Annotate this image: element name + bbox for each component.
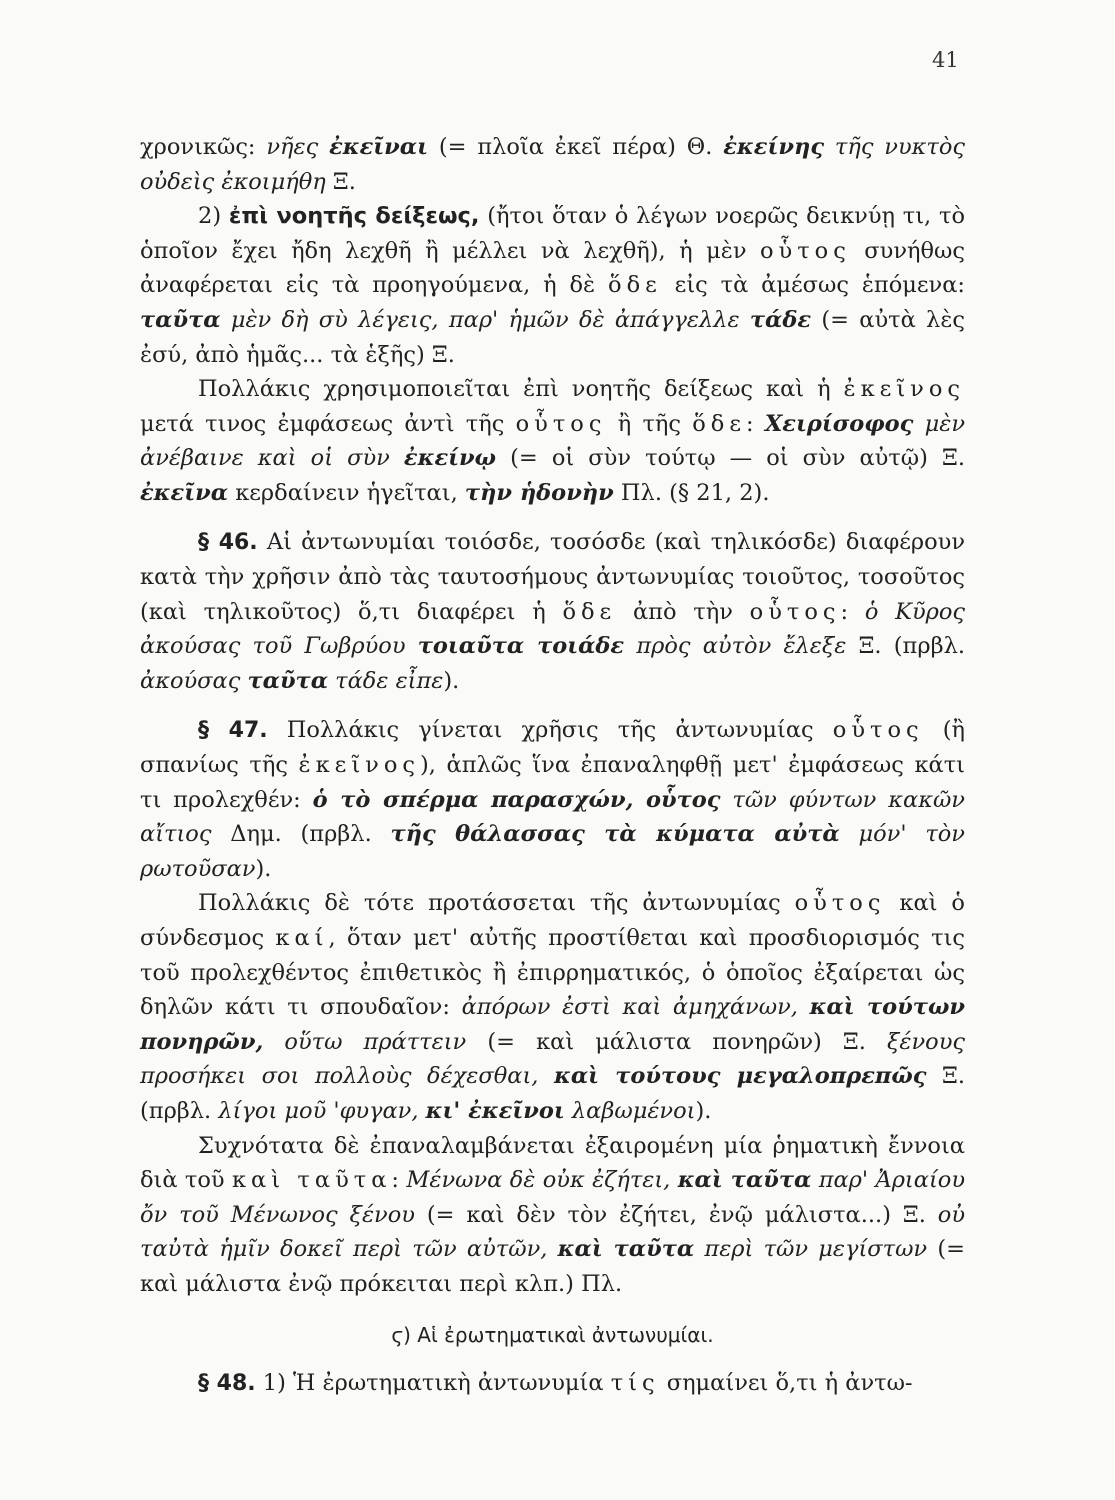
emphasis-pronoun: ἐκείνης (723, 134, 825, 160)
text: (ἢ σπανίως τῆς (140, 716, 966, 779)
spaced-term: οὗτος (794, 890, 886, 917)
emphasis-phrase: καὶ ταῦτα (557, 1236, 695, 1263)
text: Πολλάκις δὲ τότε προτάσσεται τῆς ἀντωνυμίας (198, 890, 795, 917)
text: (ἤτοι ὅταν ὁ λέγων νοερῶς δεικνύῃ τι, τὸ ὁποῖον ἔχει ἤδη λεχθῆ ἢ μέλλει νὰ λεχθῆ), ἡ μὲν (140, 203, 965, 264)
spaced-term: ὅδε (608, 272, 662, 299)
text: (= καὶ μάλιστα ἐνῷ πρόκειται περὶ κλπ.) Πλ. (140, 1236, 965, 1297)
text: (= αὐτὰ λὲς ἐσύ, ἀπὸ ἡμᾶς... τὰ ἑξῆς) Ξ. (140, 306, 965, 368)
example-text: μὲν ἀνέβαινε καὶ οἱ σὺν (140, 410, 966, 472)
paragraph-ekeinos (140, 372, 965, 510)
text: ). (255, 855, 272, 882)
spaced-term: ὅδε (692, 410, 746, 437)
text: 2) (198, 203, 229, 230)
example-text: ξένους προσήκει σοι πολλοὺς δέχεσθαι, (140, 1028, 965, 1090)
text: 1) Ἡ ἐρωτηματικὴ ἀντωνυμία (255, 1370, 611, 1397)
example-text: μὲν δὴ σὺ λέγεις, παρ' ἡμῶν δὲ ἀπάγγελλε (220, 306, 750, 333)
example-text: ἀκούσας (140, 667, 248, 694)
section-number: § 47. (198, 717, 268, 743)
text: Πολλάκις γίνεται χρῆσις τῆς ἀντωνυμίας (267, 716, 833, 743)
example-text: Μένωνα δὲ οὐκ ἐζήτει, (406, 1167, 678, 1194)
example-text: τῶν φύντων κακῶν αἴτιος (140, 786, 965, 848)
example-text: λίγοι μοῦ 'φυγαν, (218, 1098, 426, 1125)
example-text: τάδε εἶπε (328, 667, 444, 694)
example-text: παρ' Ἀριαίου ὄν τοῦ Μένωνος ξένου (140, 1167, 965, 1228)
example-text: μόν' τὸν ρωτοῦσαν (140, 821, 965, 882)
text: (= καὶ δὲν τὸν ἐζήτει, ἐνῷ μάλιστα...) Ξ. (414, 1201, 938, 1228)
emphasis-phrase: καὶ ταῦτα (677, 1167, 812, 1194)
spaced-term: ἐκεῖνος (843, 376, 965, 403)
spaced-term: τίς (610, 1370, 660, 1397)
source-abbrev: Ξ. (325, 168, 356, 195)
text: μετά τινος ἐμφάσεως ἀντὶ τῆς (140, 410, 516, 437)
section-48 (140, 1366, 965, 1402)
emphasis-pronoun: ἐκείνῳ (403, 445, 497, 472)
text: Πλ. (§ 21, 2). (613, 479, 770, 506)
emphasis-phrase: ὁ τὸ σπέρμα παρασχών, οὗτος (312, 786, 721, 813)
emphasis-pronoun: ταῦτα (140, 306, 221, 333)
example-text: περὶ τῶν μεγίστων (694, 1236, 928, 1263)
spaced-term: οὗτος (760, 237, 851, 264)
paragraph-noetic-deixis (140, 199, 965, 372)
text: ), ἁπλῶς ἵνα ἐπαναληφθῇ μετ' ἐμφάσεως κάτι τι προλεχθέν: (140, 752, 965, 813)
emphasis-phrase: τῆς θάλασσας τὰ κύματα αὐτὰ (390, 821, 840, 848)
text: καὶ ὁ σύνδεσμος (140, 890, 965, 952)
spaced-term: οὗτος (749, 598, 841, 625)
text: Συχνότατα δὲ ἐπαναλαμβάνεται ἐξαιρομένη μία ῥηματικὴ ἔννοια διὰ τοῦ (140, 1132, 965, 1194)
example-text: τῆς νυκτὸς οὐδεὶς ἐκοιμήθη (140, 134, 965, 195)
text: Δημ. (πρβλ. (211, 821, 391, 848)
page-number: 41 (932, 48, 959, 72)
example-text: πρὸς αὐτὸν ἔλεξε (624, 633, 847, 660)
text: σημαίνει ὅ,τι ἡ ἀντω- (659, 1370, 913, 1397)
section-47 (140, 713, 965, 887)
spaced-term: οὗτος (515, 410, 607, 437)
section-number: § 46. (198, 529, 258, 555)
text: ). (695, 1098, 712, 1125)
spaced-term: ἐκεῖνος (298, 752, 420, 779)
page-body (140, 130, 965, 1402)
text: Ξ. (πρβλ. (846, 633, 965, 660)
text: : (745, 410, 765, 437)
text: : (391, 1167, 407, 1194)
text: : (840, 598, 865, 625)
example-text: ὁ Κῦρος ἀκούσας τοῦ Γωβρύου (140, 598, 965, 660)
spaced-term: ὅδε (562, 598, 617, 625)
text: , ὅταν μετ' αὐτῆς προστίθεται καὶ προσδιορισμός τις τοῦ προλεχθέντος ἐπιθετικὸς ἢ ἐπιρρηματικός, ὁ ὁποῖος ἐξαίρεται ὡς δηλῶν κάτι τι σπουδαῖον: (140, 925, 965, 1021)
text: Ξ. (πρβλ. (140, 1063, 966, 1125)
emphasis-phrase: τοιαῦτα τοιάδε (417, 633, 625, 660)
paragraph-kai-tauta (140, 1129, 965, 1302)
spaced-term: οὗτος (832, 716, 924, 743)
emphasis-pronoun: ταῦτα (247, 667, 329, 694)
text: ἢ τῆς (606, 410, 693, 437)
example-text: ἀπόρων ἐστὶ καὶ ἀμηχάνων, (461, 994, 810, 1021)
example-text: οὐ ταὐτὰ ἡμῖν δοκεῖ περὶ τῶν αὐτῶν, (140, 1201, 966, 1263)
subheading-term: ἐπὶ νοητῆς δείξεως, (228, 203, 480, 230)
text: (= πλοῖα ἐκεῖ πέρα) Θ. (427, 134, 724, 160)
text: κερδαίνειν ἡγεῖται, (228, 479, 465, 506)
text: (= καὶ μάλιστα πονηρῶν) Ξ. (466, 1028, 888, 1055)
text: ). (443, 667, 460, 694)
emphasis-phrase: κι' ἐκεῖνοι (425, 1098, 565, 1125)
section-46 (140, 525, 965, 699)
emphasis-name: Χειρίσοφος (764, 410, 914, 437)
text: ἀπὸ τὴν (616, 598, 750, 625)
text: Πολλάκις χρησιμοποιεῖται ἐπὶ νοητῆς δείξεως καὶ ἡ (198, 376, 844, 403)
text: (= οἱ σὺν τούτῳ — οἱ σὺν αὐτῷ) Ξ. (496, 445, 965, 472)
text: εἰς τὰ ἀμέσως ἑπόμενα: (661, 272, 965, 299)
example-text: οὕτω πράττειν (263, 1028, 467, 1055)
spaced-term: καί (275, 925, 329, 952)
emphasis-pronoun: τάδε (749, 306, 812, 333)
section-heading: ϛ) Αἱ ἐρωτηματικαὶ ἀντωνυμίαι. (391, 1322, 714, 1347)
emphasis-phrase: τὴν ἡδονὴν (464, 479, 614, 506)
emphasis-pronoun: ἐκεῖναι (329, 134, 428, 160)
paragraph-temporal (140, 130, 965, 199)
paragraph-kai-houtos (140, 886, 965, 1128)
example-text: νῆες (266, 134, 330, 160)
emphasis-phrase: καὶ τούτους μεγαλοπρεπῶς (553, 1063, 927, 1090)
spaced-term: καὶ ταῦτα (231, 1167, 392, 1194)
text: Αἱ ἀντωνυμίαι τοιόσδε, τοσόσδε (καὶ τηλικόσδε) διαφέρουν κατὰ τὴν χρῆσιν ἀπὸ τὰς ταυτοσήμους ἀντωνυμίας τοιοῦτος, τοσοῦτος (καὶ τηλικοῦτος) ὅ,τι διαφέρει ἡ (140, 528, 965, 625)
emphasis-phrase: καὶ τούτων πονηρῶν, (140, 994, 965, 1055)
section-number: § 48. (198, 1371, 256, 1397)
emphasis-pronoun: ἐκεῖνα (140, 479, 229, 506)
text: συνήθως ἀναφέρεται εἰς τὰ προηγούμενα, ἡ δὲ (140, 237, 965, 299)
example-text: λαβωμένοι (564, 1098, 696, 1125)
text: χρονικῶς: (140, 134, 267, 160)
